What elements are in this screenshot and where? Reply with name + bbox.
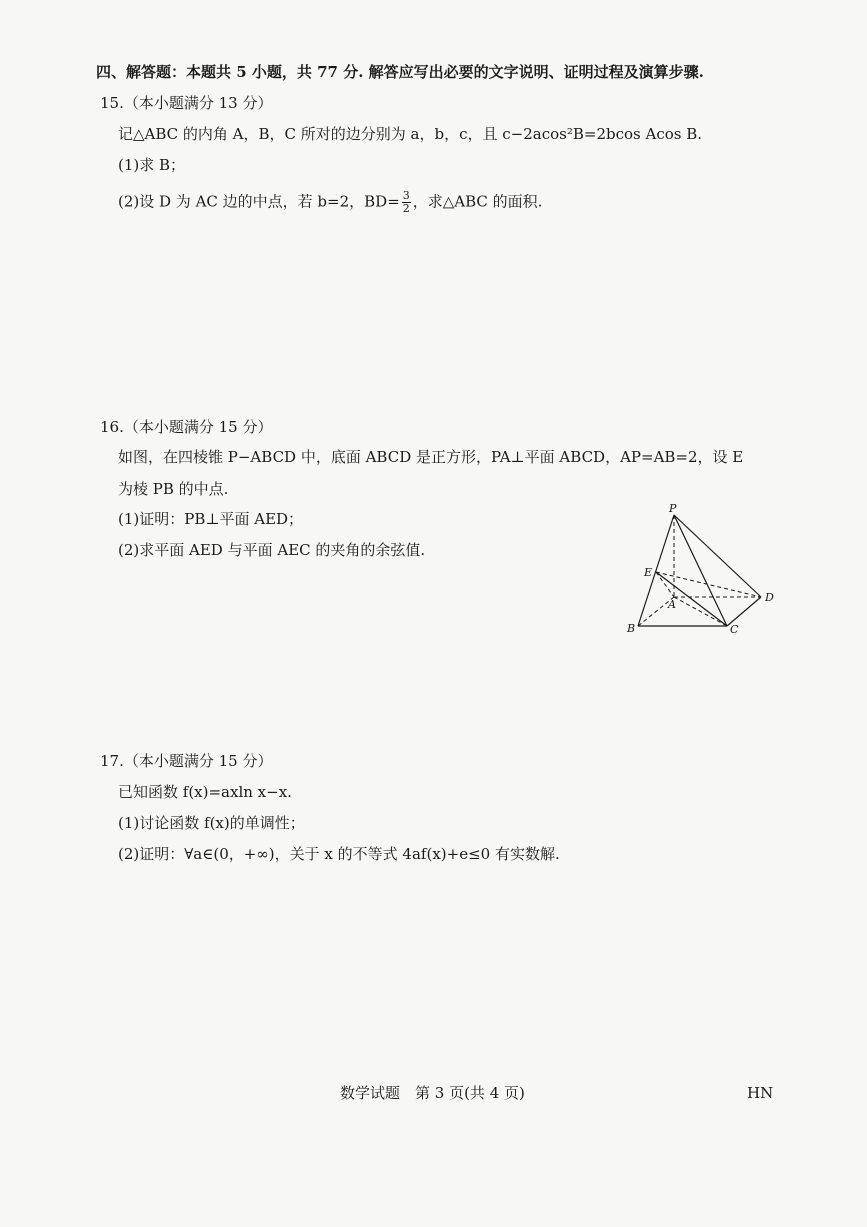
problem-16-number: 16.（本小题满分 15 分） [100,418,273,436]
page-footer: 数学试题 第 3 页(共 4 页) [340,1084,525,1102]
edge-pd [674,515,761,597]
problem-17-part1: (1)讨论函数 f(x)的单调性； [118,814,305,832]
footer-region-code: HN [747,1084,774,1102]
label-b: B [627,622,636,635]
fraction-3-2 [402,190,411,215]
pyramid-figure [620,500,790,650]
problem-15-part2-prefix: (2)设 D 为 AC 边的中点，若 b=2，BD= [118,192,400,211]
edge-pc [674,515,727,626]
problem-15-part2-suffix: ，求△ABC 的面积. [412,192,543,211]
problem-16-statement-line1: 如图，在四棱锥 P−ABCD 中，底面 ABCD 是正方形，PA⊥平面 ABCD，AP=AB=2，设 E [118,448,744,466]
edge-ac [674,597,727,626]
edge-cd [727,597,761,626]
label-p: P [669,502,677,515]
problem-15-part2 [118,190,542,215]
problem-15-number: 15.（本小题满分 13 分） [100,94,273,112]
problem-17-part2: (2)证明：∀a∈(0，+∞)，关于 x 的不等式 4af(x)+e≤0 有实数解. [118,845,560,863]
label-c: C [730,623,739,636]
problem-16-statement-line2: 为棱 PB 的中点. [118,480,229,498]
problem-15-statement: 记△ABC 的内角 A，B，C 所对的边分别为 a，b，c，且 c−2acos²B=2bcos Acos B. [118,125,703,143]
problem-15-part1: (1)求 B； [118,156,186,174]
problem-16-part1: (1)证明：PB⊥平面 AED； [118,510,304,528]
problem-17-number: 17.（本小题满分 15 分） [100,752,273,770]
label-d: D [765,591,774,604]
fraction-numerator: 3 [402,189,410,202]
problem-16-part2: (2)求平面 AED 与平面 AEC 的夹角的余弦值. [118,541,426,559]
label-a: A [668,598,676,611]
section-header: 四、解答题：本题共 5 小题，共 77 分. 解答应写出必要的文字说明、证明过程及演算步骤. [96,63,704,81]
label-e: E [644,566,653,579]
fraction-denominator: 2 [402,202,410,215]
problem-17-statement: 已知函数 f(x)=axln x−x. [118,783,292,801]
